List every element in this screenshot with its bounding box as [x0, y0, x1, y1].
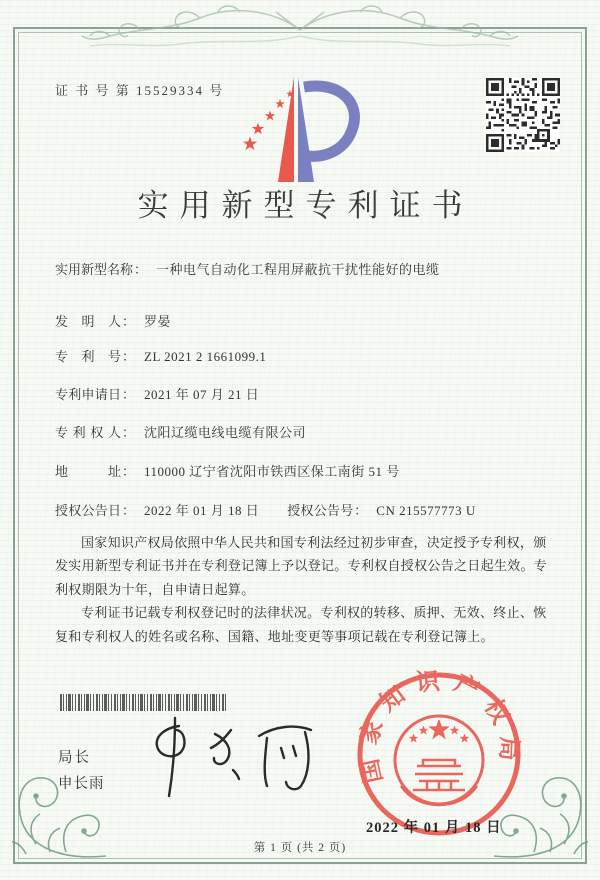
colon: ：: [122, 503, 136, 518]
legal-paragraph-1: 国家知识产权局依照中华人民共和国专利法经过初步审查，决定授予专利权，颁发实用新型专利证书并在专利登记簿上予以登记。专利权自授权公告之日起生效。专利权期限为十年，自申请日起算。: [55, 535, 548, 597]
field-label: 地址: [55, 464, 121, 479]
field-label: 专利申请日: [55, 387, 121, 402]
field-label: 授权公告号: [287, 503, 354, 518]
field-value: 2022 年 01 月 18 日: [144, 503, 260, 518]
field-grant-number: [287, 500, 475, 519]
cnipa-logo-icon: [232, 74, 372, 188]
field-value: 罗晏: [144, 314, 172, 329]
handwritten-signature: [135, 712, 320, 804]
barcode: [60, 694, 226, 711]
field-utility-model-name: [55, 259, 440, 278]
field-value: 沈阳辽缆电线电缆有限公司: [144, 425, 307, 440]
certificate-number: 证 书 号 第 15529334 号: [55, 83, 225, 98]
field-grant-row: [55, 500, 476, 519]
commissioner-title: 局长: [58, 750, 91, 766]
field-label: 专利号: [55, 349, 121, 364]
top-floral-ornament: [80, 0, 520, 52]
field-value: 2021 年 07 月 21 日: [144, 387, 260, 402]
field-address: [55, 461, 400, 480]
field-filing-date: [55, 384, 259, 403]
field-inventor: [55, 311, 171, 330]
field-label: 授权公告日: [55, 503, 121, 518]
certificate-title: 实用新型专利证书: [137, 188, 474, 223]
legal-text-block: [55, 531, 549, 648]
field-patent-number: [55, 346, 266, 365]
field-label: 实用新型名称: [55, 262, 134, 277]
colon: ：: [122, 314, 136, 329]
national-emblem-icon: [395, 716, 483, 805]
qr-code: [486, 78, 560, 152]
page-footer: 第 1 页 (共 2 页): [253, 842, 347, 854]
commissioner-name: 申长雨: [58, 776, 105, 792]
colon: ：: [122, 349, 136, 364]
colon: ：: [122, 425, 136, 440]
seal-agency-text: 国家知识产权局: [355, 668, 522, 786]
colon: ：: [134, 262, 148, 277]
field-label: 专利权人: [55, 425, 121, 440]
field-value: 一种电气自动化工程用屏蔽抗干扰性能好的电缆: [156, 262, 440, 277]
colon: ：: [122, 464, 136, 479]
field-value: ZL 2021 2 1661099.1: [144, 349, 267, 364]
colon: ：: [354, 503, 368, 518]
field-patentee: [55, 422, 306, 441]
field-value: 110000 辽宁省沈阳市铁西区保工南街 51 号: [144, 464, 400, 479]
official-seal: [353, 668, 525, 840]
field-value: CN 215577773 U: [376, 503, 476, 518]
colon: ：: [122, 387, 136, 402]
field-label: 发明人: [55, 314, 121, 329]
legal-paragraph-2: 专利证书记载专利权登记时的法律状况。专利权的转移、质押、无效、终止、恢复和专利权人的姓名或名称、国籍、地址变更等事项记载在专利登记簿上。: [55, 605, 547, 644]
grant-seal-date: 2022 年 01 月 18 日: [366, 820, 502, 836]
